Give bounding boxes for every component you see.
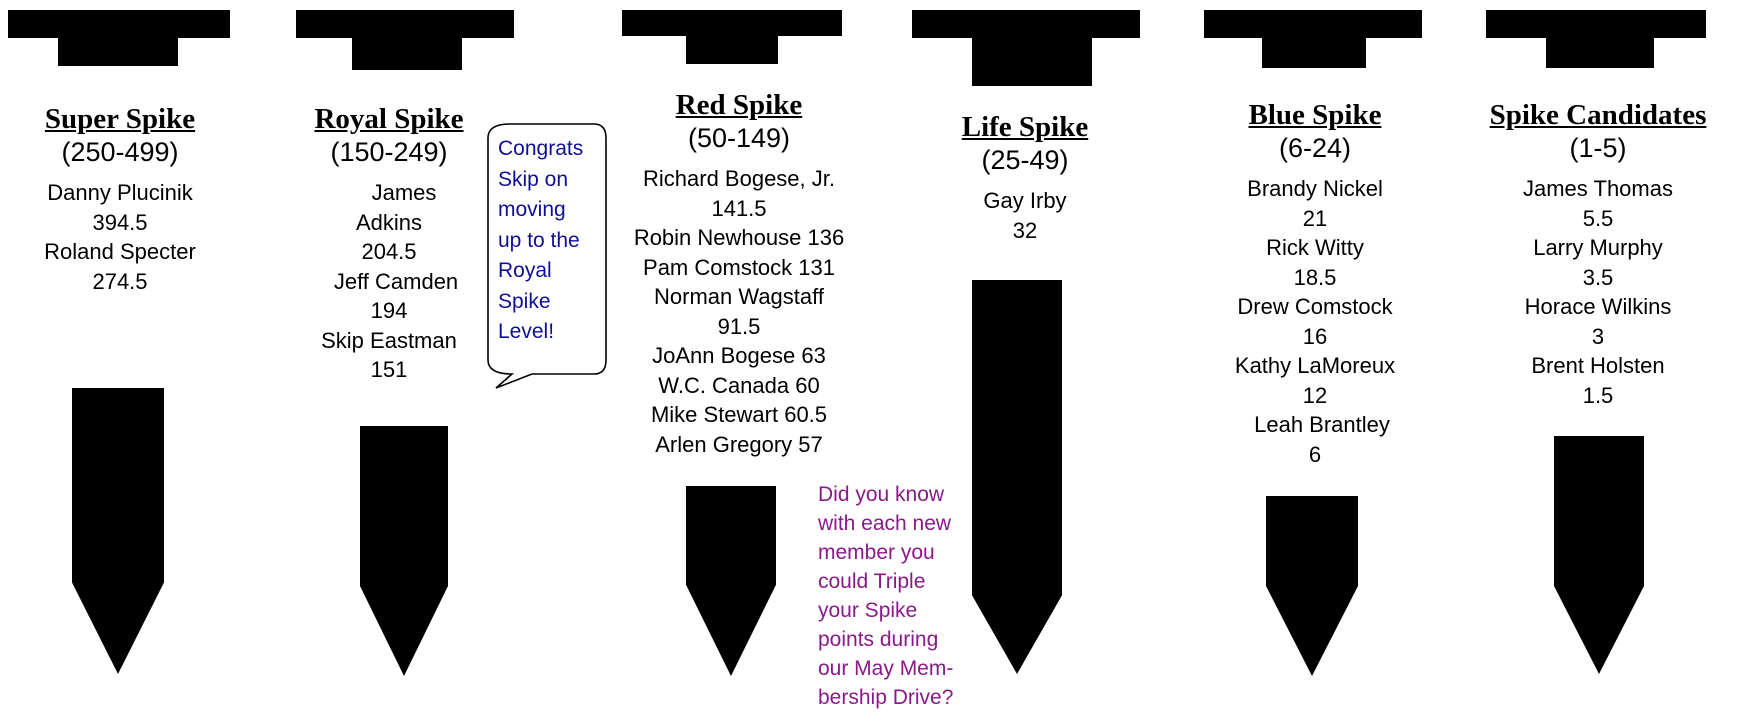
list-item: 204.5 bbox=[361, 239, 417, 264]
list-item: Horace Wilkins bbox=[1524, 294, 1672, 319]
list-item: 141.5 bbox=[711, 195, 767, 221]
level-title: Red Spike bbox=[675, 89, 803, 121]
note-line: bership Drive? bbox=[818, 686, 954, 709]
list-item: Roland Specter bbox=[44, 239, 196, 264]
list-item: Richard Bogese, Jr. bbox=[643, 166, 835, 191]
list-item: Jeff Camden bbox=[333, 268, 459, 294]
level-title: Blue Spike bbox=[1248, 99, 1382, 131]
note-line: Did you know bbox=[818, 483, 945, 506]
list-item: Leah Brantley bbox=[1254, 412, 1390, 437]
list-item: 32 bbox=[1012, 217, 1038, 243]
congrats-line: Skip on bbox=[498, 167, 569, 191]
list-item: Adkins bbox=[355, 209, 423, 235]
note-line: could Triple bbox=[818, 570, 926, 593]
list-item: Rick Witty bbox=[1266, 235, 1364, 260]
list-item: 21 bbox=[1302, 205, 1328, 231]
list-item: 5.5 bbox=[1582, 205, 1614, 231]
list-item: Pam Comstock 131 bbox=[643, 254, 835, 280]
list-item: Larry Murphy bbox=[1533, 235, 1663, 260]
list-item: 18.5 bbox=[1293, 264, 1337, 290]
list-item: Norman Wagstaff bbox=[654, 284, 824, 309]
list-item: Robin Newhouse 136 bbox=[633, 225, 845, 250]
list-item: 16 bbox=[1302, 323, 1328, 349]
list-item: Drew Comstock bbox=[1237, 294, 1393, 319]
note-line: points during bbox=[818, 628, 939, 651]
note-line: your Spike bbox=[818, 599, 918, 622]
congrats-callout bbox=[498, 134, 608, 348]
level-range: (250-499) bbox=[61, 137, 179, 167]
list-item: Danny Plucinik bbox=[47, 180, 193, 205]
did-you-know-note bbox=[818, 480, 978, 712]
list-item: W.C. Canada 60 bbox=[658, 372, 820, 398]
note-line: our May Mem- bbox=[818, 657, 954, 680]
list-item: Arlen Gregory 57 bbox=[655, 431, 823, 457]
congrats-line: Congrats bbox=[498, 137, 584, 160]
congrats-line: Spike bbox=[498, 289, 551, 313]
list-item: Mike Stewart 60.5 bbox=[650, 402, 828, 427]
level-range: (1-5) bbox=[1569, 133, 1627, 163]
list-item: 151 bbox=[370, 357, 408, 382]
list-item: Skip Eastman bbox=[321, 327, 457, 353]
list-item: Kathy LaMoreux bbox=[1234, 353, 1396, 378]
list-item: James Thomas bbox=[1523, 176, 1673, 201]
list-item: James bbox=[371, 180, 437, 205]
congrats-line: Level! bbox=[498, 320, 555, 343]
list-item: 12 bbox=[1302, 382, 1328, 408]
list-item: 6 bbox=[1308, 441, 1322, 467]
list-item: 3 bbox=[1591, 323, 1605, 349]
list-item: 274.5 bbox=[92, 268, 148, 294]
level-title: Super Spike bbox=[44, 103, 196, 135]
list-item: Gay Irby bbox=[983, 188, 1067, 213]
level-range: (50-149) bbox=[687, 123, 791, 153]
list-item: Brandy Nickel bbox=[1247, 176, 1383, 201]
list-item: 394.5 bbox=[92, 209, 148, 235]
note-line: member you bbox=[818, 541, 935, 564]
list-item: Brent Holsten bbox=[1531, 353, 1665, 378]
list-item: JoAnn Bogese 63 bbox=[652, 343, 826, 368]
level-title: Royal Spike bbox=[314, 103, 464, 135]
level-range: (25-49) bbox=[981, 145, 1069, 175]
list-item: 91.5 bbox=[717, 313, 761, 339]
list-item: 194 bbox=[370, 298, 408, 323]
level-range: (6-24) bbox=[1278, 133, 1352, 163]
list-item: 3.5 bbox=[1582, 264, 1614, 290]
level-title: Life Spike bbox=[961, 111, 1089, 143]
congrats-line: moving bbox=[498, 198, 566, 221]
list-item: 1.5 bbox=[1582, 382, 1614, 408]
congrats-line: Royal bbox=[498, 259, 552, 282]
level-title: Spike Candidates bbox=[1489, 99, 1707, 131]
level-range: (150-249) bbox=[330, 137, 448, 167]
note-line: with each new bbox=[818, 512, 952, 535]
congrats-line: up to the bbox=[498, 228, 580, 252]
